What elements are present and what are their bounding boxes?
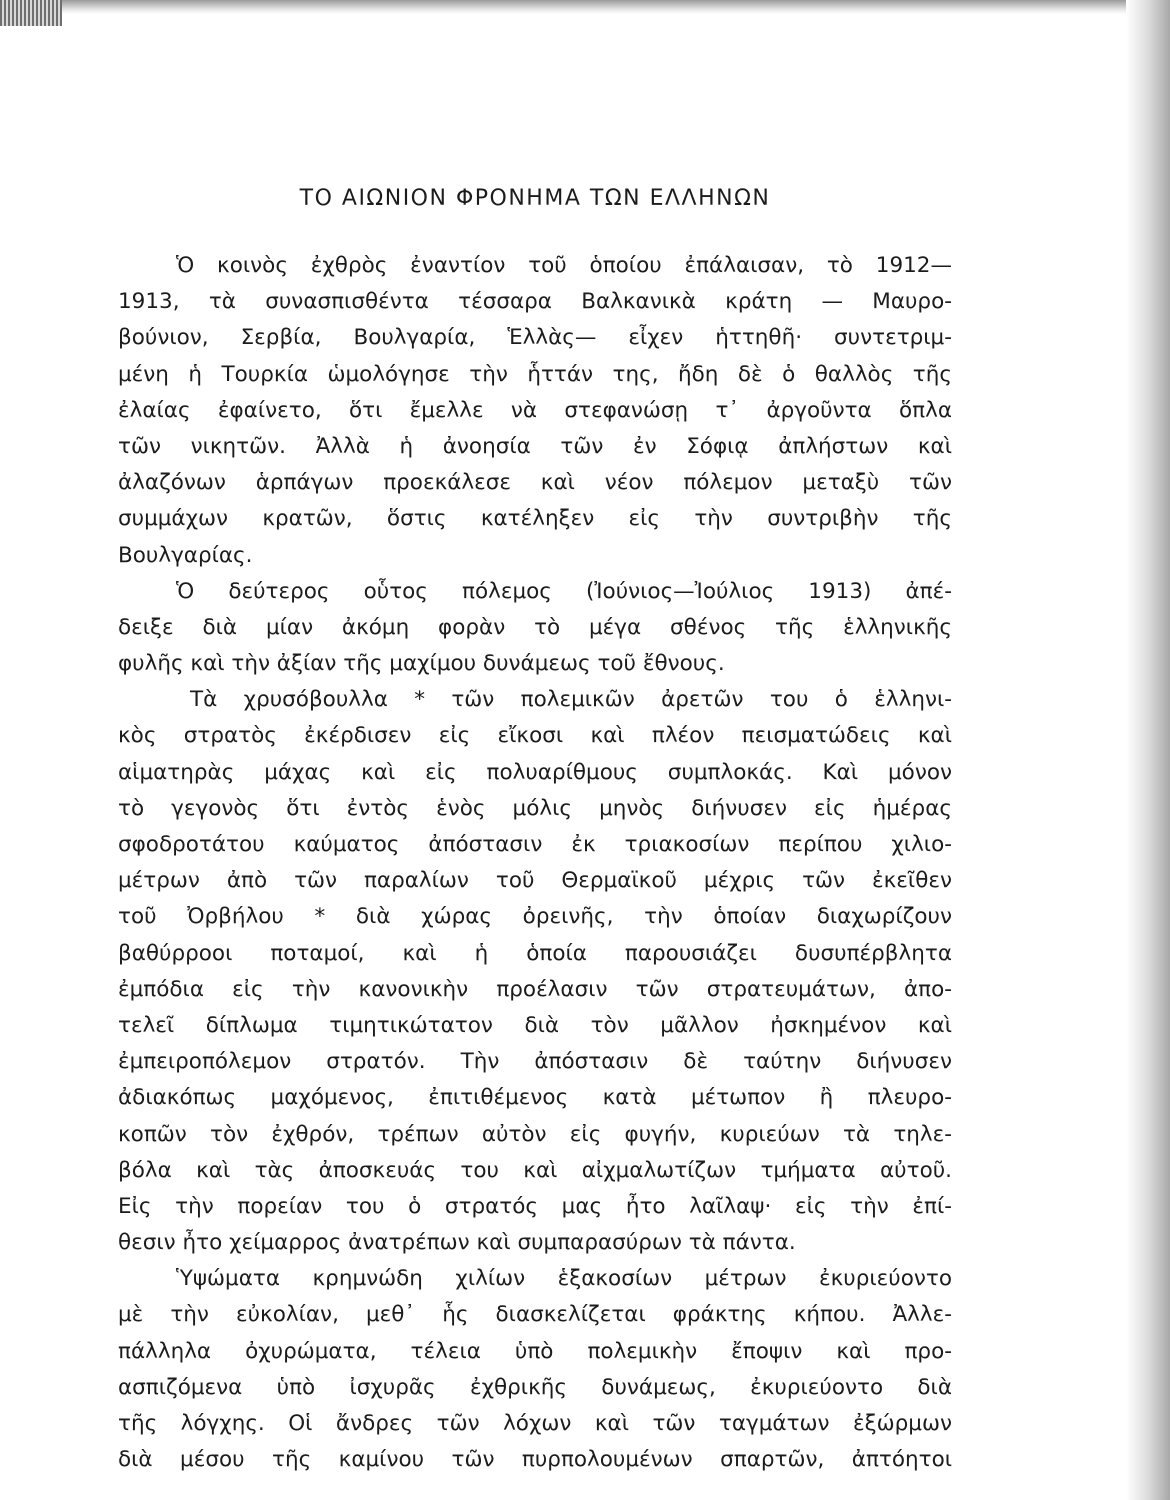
text-line: σφοδροτάτου καύματος ἀπόστασιν ἐκ τριακοσίων περίπου χιλιο- [118, 832, 952, 857]
text-line: 1913, τὰ συνασπισθέντα τέσσαρα Βαλκανικὰ κράτη — Μαυρο- [118, 289, 952, 315]
text-line: τελεῖ δίπλωμα τιμητικώτατον διὰ τὸν μᾶλλον ἠσκημένον καὶ [118, 1012, 952, 1038]
text-line: ἐμπειροπόλεμον στρατόν. Τὴν ἀπόστασιν δὲ ταύτην διήνυσεν [118, 1049, 952, 1075]
text-line: τὸ γεγονὸς ὅτι ἐντὸς ἑνὸς μόλις μηνὸς διήνυσεν εἰς ἡμέρας [118, 795, 952, 821]
text-line: ἀδιακόπως μαχόμενος, ἐπιτιθέμενος κατὰ μέτωπον ἢ πλευρο- [118, 1085, 952, 1111]
text-line: βούνιον, Σερβία, Βουλγαρία, Ἑλλὰς— εἶχεν ἡττηθῆ· συντετριμ- [118, 325, 952, 351]
text-line: αἱματηρὰς μάχας καὶ εἰς πολυαρίθμους συμπλοκάς. Καὶ μόνον [118, 759, 952, 785]
text-line: Ὑψώματα κρημνώδη χιλίων ἑξακοσίων μέτρων ἐκυριεύοντο [176, 1266, 952, 1292]
text-line: μένη ἡ Τουρκία ὡμολόγησε τὴν ἧττάν της, ἤδη δὲ ὁ θαλλὸς τῆς [118, 361, 952, 387]
text-line: Τὰ χρυσόβουλλα * τῶν πολεμικῶν ἀρετῶν του ὁ ἑλληνι- [190, 687, 952, 713]
text-line: ἀλαζόνων ἁρπάγων προεκάλεσε καὶ νέον πόλεμον μεταξὺ τῶν [118, 470, 952, 496]
page-title: ΤΟ ΑΙΩΝΙΟΝ ΦΡΟΝΗΜΑ ΤΩΝ ΕΛΛΗΝΩΝ [299, 186, 771, 211]
body-text [118, 248, 952, 1478]
text-line: μὲ τὴν εὐκολίαν, μεθ᾽ ἧς διασκελίζεται φράκτης κήπου. Ἀλλε- [118, 1302, 952, 1328]
text-line: τῆς λόγχης. Οἱ ἄνδρες τῶν λόχων καὶ τῶν ταγμάτων ἐξώρμων [118, 1411, 952, 1436]
text-line: Ὁ κοινὸς ἐχθρὸς ἐναντίον τοῦ ὁποίου ἐπάλαισαν, τὸ 1912— [176, 253, 952, 278]
scan-right-edge [1126, 0, 1170, 1500]
text-line: βαθύρροοι ποταμοί, καὶ ἡ ὁποία παρουσιάζει δυσυπέρβλητα [118, 940, 952, 966]
text-line: κὸς στρατὸς ἐκέρδισεν εἰς εἴκοσι καὶ πλέον πεισματώδεις καὶ [118, 723, 952, 749]
text-line: ασπιζόμενα ὑπὸ ἰσχυρᾶς ἐχθρικῆς δυνάμεως, ἐκυριεύοντο διὰ [118, 1374, 952, 1400]
text-line: κοπῶν τὸν ἐχθρόν, τρέπων αὐτὸν εἰς φυγήν, κυριεύων τὰ τηλε- [118, 1121, 952, 1147]
text-line: φυλῆς καὶ τὴν ἀξίαν τῆς μαχίμου δυνάμεως τοῦ ἔθνους. [118, 651, 725, 677]
text-line: βόλα καὶ τὰς ἀποσκευάς του καὶ αἰχμαλωτίζων τμήματα αὐτοῦ. [118, 1157, 952, 1183]
scan-top-edge [0, 0, 1170, 14]
text-line: ἐμπόδια εἰς τὴν κανονικὴν προέλασιν τῶν στρατευμάτων, ἀπο- [118, 976, 952, 1002]
text-line: Ὁ δεύτερος οὗτος πόλεμος (Ἰούνιος—Ἰούλιος 1913) ἀπέ- [176, 578, 952, 604]
text-line: ἐλαίας ἐφαίνετο, ὅτι ἔμελλε νὰ στεφανώσῃ τ᾽ ἀργοῦντα ὅπλα [118, 397, 952, 423]
text-line: συμμάχων κρατῶν, ὅστις κατέληξεν εἰς τὴν συντριβὴν τῆς [118, 506, 952, 532]
text-line: τοῦ Ὀρβήλου * διὰ χώρας ὀρεινῆς, τὴν ὁποίαν διαχωρίζουν [118, 904, 952, 930]
text-line: Εἰς τὴν πορείαν του ὁ στρατός μας ἦτο λαῖλαψ· εἰς τὴν ἐπί- [118, 1193, 952, 1219]
text-line: Βουλγαρίας. [118, 542, 253, 568]
text-line: θεσιν ἦτο χείμαρρος ἀνατρέπων καὶ συμπαρασύρων τὰ πάντα. [118, 1230, 796, 1256]
book-binding-edge [0, 0, 62, 26]
text-line: διὰ μέσου τῆς καμίνου τῶν πυρπολουμένων σπαρτῶν, ἀπτόητοι [118, 1447, 952, 1473]
text-line: πάλληλα ὀχυρώματα, τέλεια ὑπὸ πολεμικὴν ἔποψιν καὶ προ- [118, 1338, 952, 1364]
text-line: μέτρων ἀπὸ τῶν παραλίων τοῦ Θερμαϊκοῦ μέχρις τῶν ἐκεῖθεν [118, 868, 952, 894]
text-line: τῶν νικητῶν. Ἀλλὰ ἡ ἀνοησία τῶν ἐν Σόφιᾳ ἀπλήστων καὶ [118, 433, 952, 459]
text-line: δειξε διὰ μίαν ἀκόμη φορὰν τὸ μέγα σθένος τῆς ἑλληνικῆς [118, 614, 952, 640]
